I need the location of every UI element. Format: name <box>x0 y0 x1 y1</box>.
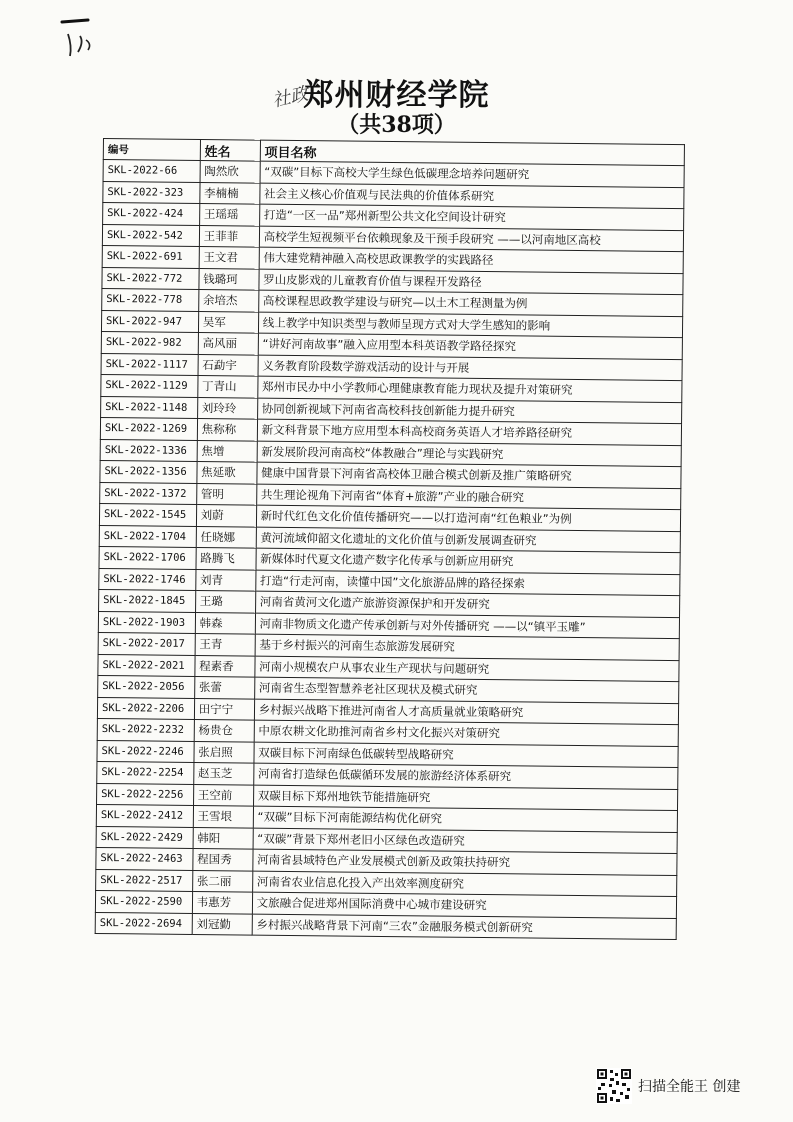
cell-project-id: SKL-2022-691 <box>102 245 199 268</box>
cell-person-name: 程素香 <box>195 655 255 677</box>
cell-project-id: SKL-2022-1372 <box>100 482 197 505</box>
cell-person-name: 路腾飞 <box>196 547 256 569</box>
cell-project-title: 伟大建党精神融入高校思政课教学的实践路径 <box>259 247 684 273</box>
cell-project-title: 乡村振兴战略背景下河南“三农”金融服务模式创新研究 <box>252 914 677 940</box>
cell-person-name: 赵玉芝 <box>193 762 253 784</box>
cell-project-id: SKL-2022-982 <box>101 331 198 354</box>
cell-project-id: SKL-2022-772 <box>102 267 199 290</box>
cell-project-id: SKL-2022-2021 <box>98 654 195 677</box>
cell-project-title: “双碳”目标下高校大学生绿色低碳理念培养问题研究 <box>260 161 685 187</box>
cell-project-id: SKL-2022-2256 <box>97 783 194 806</box>
cell-person-name: 高风丽 <box>198 333 258 355</box>
cell-project-id: SKL-2022-66 <box>103 160 200 183</box>
cell-project-id: SKL-2022-1704 <box>99 525 196 548</box>
cell-project-id: SKL-2022-1903 <box>98 611 195 634</box>
cell-project-id: SKL-2022-2246 <box>97 740 194 763</box>
column-header-id: 编号 <box>103 139 200 161</box>
cell-project-id: SKL-2022-2056 <box>98 675 195 698</box>
cell-project-id: SKL-2022-947 <box>101 310 198 333</box>
cell-person-name: 王瑶瑶 <box>199 204 259 226</box>
cell-project-title: 文旅融合促进郑州国际消费中心城市建设研究 <box>252 892 677 918</box>
column-header-name: 姓名 <box>200 140 260 162</box>
cell-project-id: SKL-2022-2463 <box>96 847 193 870</box>
handwritten-mark <box>58 6 118 61</box>
cell-project-title: 高校学生短视频平台依赖现象及干预手段研究 ——以河南地区高校 <box>259 226 684 252</box>
cell-project-id: SKL-2022-2694 <box>95 912 192 935</box>
cell-person-name: 王雪垠 <box>193 805 253 827</box>
page-title: 郑州财经学院 <box>303 78 490 113</box>
cell-project-id: SKL-2022-2232 <box>97 718 194 741</box>
cell-project-id: SKL-2022-1129 <box>101 374 198 397</box>
cell-person-name: 韩阳 <box>193 827 253 849</box>
cell-project-id: SKL-2022-2017 <box>98 632 195 655</box>
cell-project-title: 协同创新视域下河南省高校科技创新能力提升研究 <box>257 398 682 424</box>
cell-project-id: SKL-2022-1269 <box>100 417 197 440</box>
cell-project-id: SKL-2022-1356 <box>100 460 197 483</box>
page-subtitle: （共38项） <box>337 112 456 138</box>
cell-person-name: 刘青 <box>195 569 255 591</box>
cell-project-id: SKL-2022-2590 <box>95 890 192 913</box>
cell-person-name: 焦延歌 <box>197 461 257 483</box>
cell-person-name: 吴军 <box>198 311 258 333</box>
scanner-watermark <box>596 1068 740 1104</box>
cell-person-name: 程国秀 <box>192 848 252 870</box>
cell-project-title: 郑州市民办中小学教师心理健康教育能力现状及提升对策研究 <box>257 376 682 402</box>
project-table <box>95 138 685 940</box>
cell-person-name: 管明 <box>196 483 256 505</box>
cell-project-id: SKL-2022-2254 <box>97 761 194 784</box>
cell-person-name: 任晓娜 <box>196 526 256 548</box>
cell-project-id: SKL-2022-2412 <box>96 804 193 827</box>
cell-project-title: 新发展阶段河南高校“体教融合”理论与实践研究 <box>257 441 682 467</box>
scanner-credit-text: 扫描全能王 创建 <box>638 1079 741 1095</box>
cell-project-title: 基于乡村振兴的河南生态旅游发展研究 <box>255 634 680 660</box>
cell-person-name: 王空前 <box>193 784 253 806</box>
cell-project-title: 罗山皮影戏的儿童教育价值与课程开发路径 <box>259 269 684 295</box>
cell-project-id: SKL-2022-424 <box>103 203 200 226</box>
cell-person-name: 刘冠勤 <box>192 913 252 935</box>
cell-person-name: 余培杰 <box>198 290 258 312</box>
cell-project-id: SKL-2022-1545 <box>99 503 196 526</box>
qr-code-icon <box>596 1068 632 1104</box>
cell-project-title: 黄河流域仰韶文化遗址的文化价值与创新发展调查研究 <box>256 527 681 553</box>
cell-person-name: 陶然欣 <box>200 161 260 183</box>
handwritten-annotation-text: 社政 <box>270 83 311 112</box>
cell-project-title: 高校课程思政教学建设与研究—以土木工程测量为例 <box>258 290 683 316</box>
cell-project-id: SKL-2022-1706 <box>99 546 196 569</box>
cell-project-id: SKL-2022-1845 <box>99 589 196 612</box>
cell-project-id: SKL-2022-2429 <box>96 826 193 849</box>
table-body <box>95 160 684 940</box>
cell-project-title: 新媒体时代夏文化遗产数字化传承与创新应用研究 <box>256 548 681 574</box>
cell-person-name: 焦增 <box>197 440 257 462</box>
cell-project-title: 河南省农业信息化投入产出效率测度研究 <box>252 871 677 897</box>
cell-project-title: 河南省县域特色产业发展模式创新及政策扶持研究 <box>252 849 677 875</box>
cell-project-id: SKL-2022-1336 <box>100 439 197 462</box>
cell-project-title: 中原农耕文化助推河南省乡村文化振兴对策研究 <box>254 720 679 746</box>
cell-project-title: 健康中国背景下河南省高校体卫融合模式创新及推广策略研究 <box>257 462 682 488</box>
column-header-title: 项目名称 <box>260 140 685 165</box>
cell-project-title: 乡村振兴战略下推进河南省人才高质量就业策略研究 <box>254 699 679 725</box>
cell-person-name: 李楠楠 <box>199 182 259 204</box>
cell-person-name: 王菲菲 <box>199 225 259 247</box>
cell-project-title: 河南省打造绿色低碳循环发展的旅游经济体系研究 <box>253 763 678 789</box>
cell-project-id: SKL-2022-1117 <box>101 353 198 376</box>
cell-person-name: 焦称称 <box>197 419 257 441</box>
cell-project-title: 打造“行走河南，读懂中国”文化旅游品牌的路径探索 <box>255 570 680 596</box>
cell-project-title: 社会主义核心价值观与民法典的价值体系研究 <box>259 183 684 209</box>
cell-project-id: SKL-2022-2206 <box>97 697 194 720</box>
cell-project-id: SKL-2022-323 <box>103 181 200 204</box>
cell-project-id: SKL-2022-778 <box>102 288 199 311</box>
cell-project-title: 义务教育阶段数学游戏活动的设计与开展 <box>258 355 683 381</box>
cell-project-id: SKL-2022-1148 <box>101 396 198 419</box>
cell-person-name: 丁青山 <box>197 376 257 398</box>
cell-person-name: 杨贵仓 <box>194 719 254 741</box>
cell-person-name: 韦惠芳 <box>192 891 252 913</box>
cell-project-title: 河南小规模农户从事农业生产现状与问题研究 <box>255 656 680 682</box>
cell-project-title: 双碳目标下河南绿色低碳转型战略研究 <box>254 742 679 768</box>
cell-person-name: 张二丽 <box>192 870 252 892</box>
cell-project-title: 河南省黄河文化遗产旅游资源保护和开发研究 <box>255 591 680 617</box>
cell-person-name: 田宁宁 <box>194 698 254 720</box>
cell-project-title: “讲好河南故事”融入应用型本科英语教学路径探究 <box>258 333 683 359</box>
cell-person-name: 刘蔚 <box>196 504 256 526</box>
cell-project-title: 打造“一区一品”郑州新型公共文化空间设计研究 <box>259 204 684 230</box>
cell-project-title: 新文科背景下地方应用型本科高校商务英语人才培养路径研究 <box>257 419 682 445</box>
cell-person-name: 张蕾 <box>194 676 254 698</box>
cell-person-name: 钱璐珂 <box>199 268 259 290</box>
cell-project-title: “双碳”目标下河南能源结构优化研究 <box>253 806 678 832</box>
cell-project-id: SKL-2022-2517 <box>96 869 193 892</box>
cell-project-title: 河南省生态型智慧养老社区现状及模式研究 <box>254 677 679 703</box>
cell-project-title: 河南非物质文化遗产传承创新与对外传播研究 ——以“镇平玉雕” <box>255 613 680 639</box>
cell-person-name: 王文君 <box>199 247 259 269</box>
cell-project-title: 线上教学中知识类型与教师呈现方式对大学生感知的影响 <box>258 312 683 338</box>
cell-project-id: SKL-2022-1746 <box>99 568 196 591</box>
cell-project-title: 新时代红色文化价值传播研究——以打造河南“红色粮业”为例 <box>256 505 681 531</box>
cell-project-title: 共生理论视角下河南省“体育+旅游”产业的融合研究 <box>256 484 681 510</box>
cell-person-name: 王璐 <box>195 590 255 612</box>
cell-project-id: SKL-2022-542 <box>102 224 199 247</box>
cell-person-name: 刘玲玲 <box>197 397 257 419</box>
cell-project-title: 双碳目标下郑州地铁节能措施研究 <box>253 785 678 811</box>
cell-project-title: “双碳”背景下郑州老旧小区绿色改造研究 <box>253 828 678 854</box>
cell-person-name: 张启照 <box>194 741 254 763</box>
cell-person-name: 王青 <box>195 633 255 655</box>
cell-person-name: 石勐宇 <box>198 354 258 376</box>
cell-person-name: 韩森 <box>195 612 255 634</box>
